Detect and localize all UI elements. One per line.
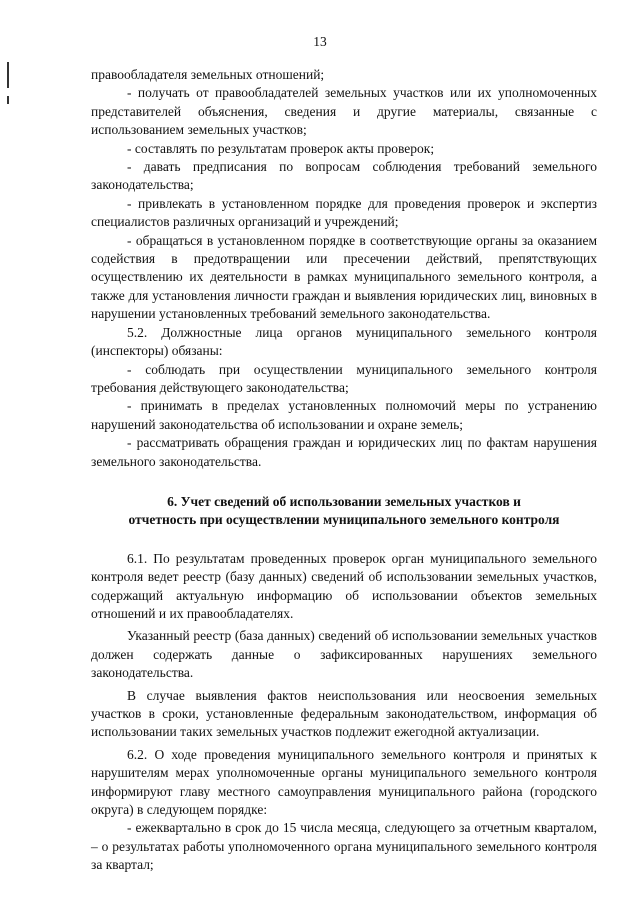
paragraph: - рассматривать обращения граждан и юридических лиц по фактам нарушения земельного законодательства. [91, 435, 597, 469]
section-heading-line: отчетность при осуществлении муниципального земельного контроля [128, 512, 560, 528]
document-body [91, 66, 597, 875]
paragraph: Указанный реестр (база данных) сведений об использовании земельных участков должен содержать данные о зафиксированных нарушениях земельного законодательства. [91, 628, 597, 681]
paragraph: - составлять по результатам проверок акты проверок; [127, 140, 435, 156]
paragraph: - ежеквартально в срок до 15 числа месяца, следующего за отчетным кварталом, – о результатах работы уполномоченного органа муниципального земельного контроля за квартал; [91, 820, 597, 873]
paragraph: - получать от правообладателей земельных участков или их уполномоченных представителей объяснения, сведения и другие материалы, связанные с использованием земельных участков; [91, 85, 597, 138]
section-heading-line: 6. Учет сведений об использовании земельных участков и [167, 493, 521, 509]
paragraph: - давать предписания по вопросам соблюдения требований земельного законодательства; [91, 159, 597, 193]
paragraph: 5.2. Должностные лица органов муниципального земельного контроля (инспекторы) обязаны: [91, 324, 597, 359]
margin-scan-mark [7, 62, 9, 88]
paragraph: - привлекать в установленном порядке для проведения проверок и экспертиз специалистов различных организаций и учреждений; [91, 195, 597, 230]
paragraph: - принимать в пределах установленных полномочий меры по устранению нарушений законодательства об использовании и охране земель; [91, 398, 597, 432]
paragraph: - обращаться в установленном порядке в соответствующие органы за оказанием содействия в предотвращении или пресечении действий, препятствующих осуществлению их деятельности в рамках муниципального земельного контроля, а также для установления личности граждан и выявления юридических лиц, виновных в нарушении установленных требований земельного законодательства. [91, 232, 597, 322]
paragraph: правообладателя земельных отношений; [91, 67, 325, 82]
page-number: 13 [313, 34, 327, 49]
paragraph: - соблюдать при осуществлении муниципального земельного контроля требования действующего законодательства; [91, 361, 597, 395]
paragraph: 6.1. По результатам проведенных проверок орган муниципального земельного контроля ведет реестр (базу данных) сведений об использовании земельных участков, содержащий актуальную информацию об использовании объектов земельных отношений и их правообладателях. [91, 550, 597, 621]
paragraph: 6.2. О ходе проведения муниципального земельного контроля и принятых к нарушителям мерах уполномоченные органы муниципального земельного контроля информируют главу местного самоуправления муниципального района (городского округа) в следующем порядке: [91, 746, 597, 818]
margin-scan-mark [7, 96, 9, 104]
section-heading [91, 493, 597, 530]
paragraph: В случае выявления фактов неиспользования или неосвоения земельных участков в сроки, установленные федеральным законодательством, информация об использовании таких земельных участков подлежит ежегодной актуализации. [91, 687, 597, 740]
